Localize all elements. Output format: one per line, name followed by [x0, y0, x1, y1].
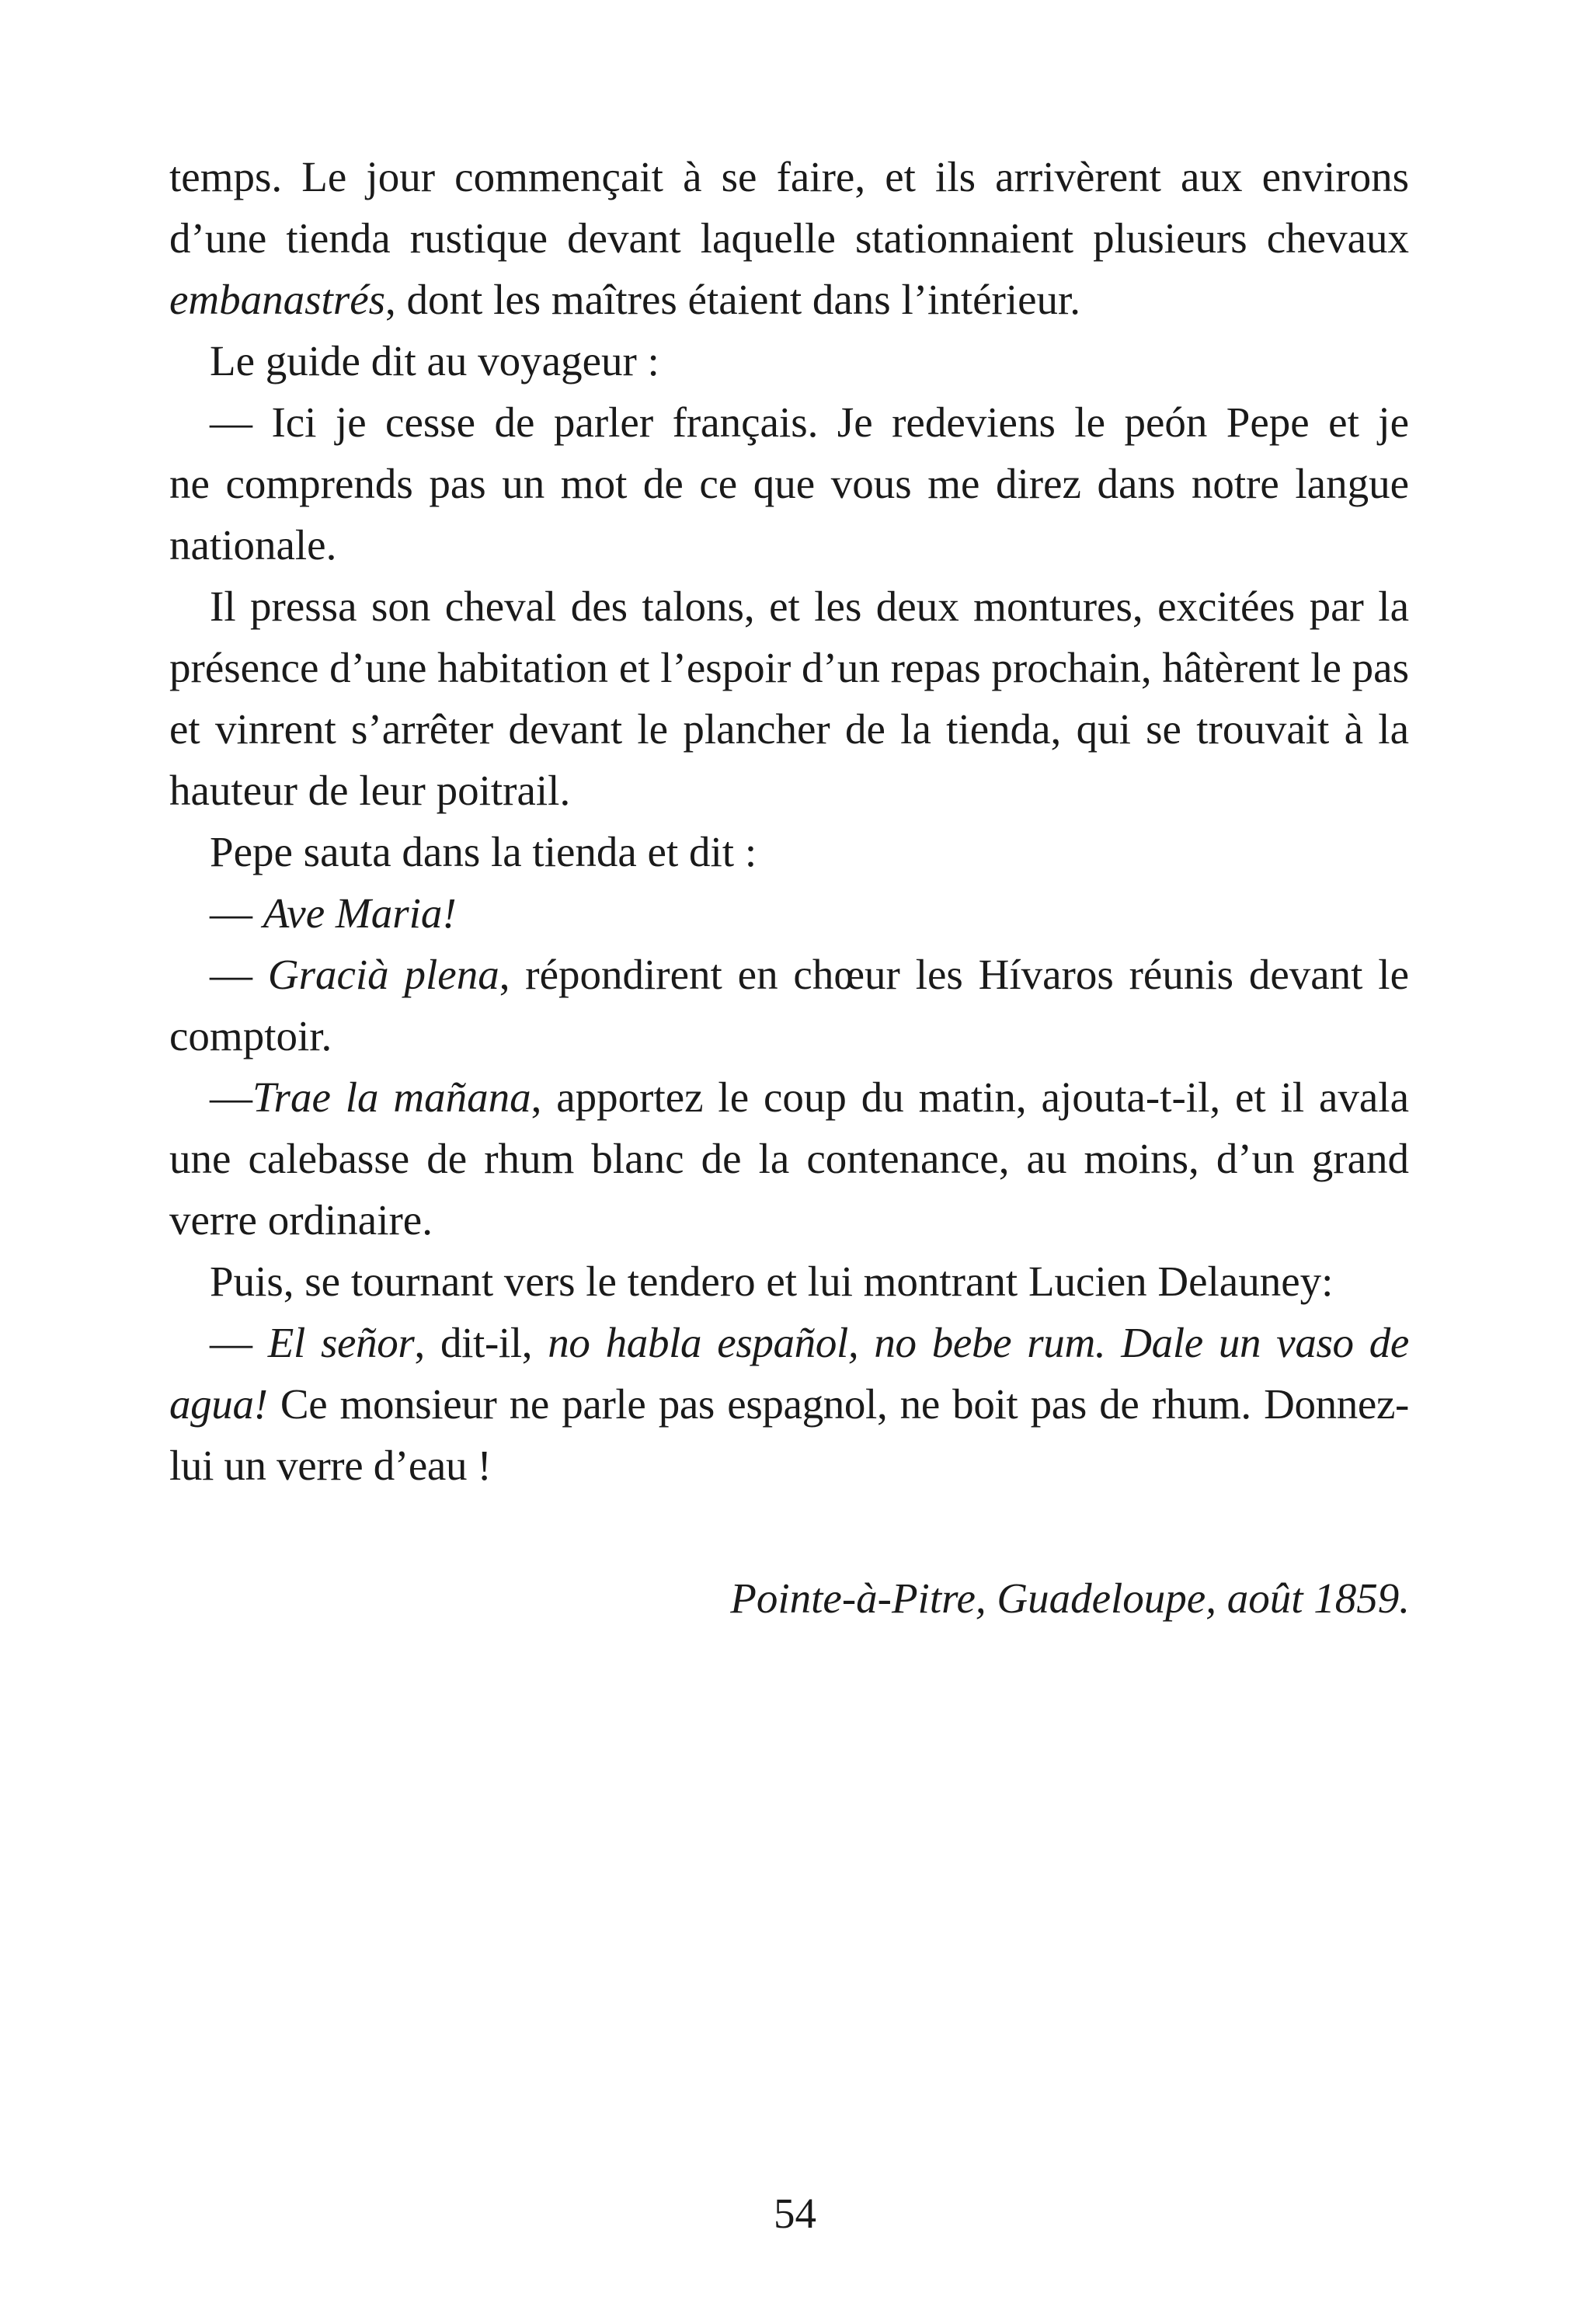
italic-speech: Ave Maria!: [263, 889, 457, 937]
paragraph-text: temps. Le jour commençait à se faire, et ils arrivèrent aux environs d’une tienda rustique devant laquelle stationnaient plusieurs chevaux: [169, 153, 1409, 262]
paragraph: [169, 1251, 1409, 1312]
paragraph-text: , dit-il,: [414, 1319, 548, 1366]
paragraph-text: , apportez le coup du matin, ajouta-t-il, et il avala une calebasse de rhum blanc de la contenance, au moins, d’un grand verre ordinaire.: [169, 1073, 1409, 1244]
paragraph-dialogue: [169, 882, 1409, 944]
paragraph: [169, 330, 1409, 391]
paragraph-text: Il pressa son cheval des talons, et les deux montures, excitées par la présence d’une habitation et l’espoir d’un repas prochain, hâtèrent le pas et vinrent s’arrêter devant le plancher de la tienda, qui se trouvait à la hauteur de leur poitrail.: [169, 583, 1409, 814]
italic-speech: El señor: [267, 1319, 415, 1366]
dialogue-dash: —: [210, 889, 263, 937]
paragraph: [169, 576, 1409, 821]
paragraph-dialogue: [169, 391, 1409, 576]
body-text: [169, 146, 1409, 1496]
paragraph-text: Puis, se tournant vers le tendero et lui montrant Lucien Delauney:: [210, 1258, 1334, 1305]
page-number: 54: [774, 2190, 816, 2237]
dialogue-dash: —: [210, 951, 268, 998]
paragraph: [169, 821, 1409, 882]
paragraph-dialogue: [169, 944, 1409, 1066]
paragraph-text: — Ici je cesse de parler français. Je redeviens le peón Pepe et je ne comprends pas un mot de ce que vous me direz dans notre langue nationale.: [169, 398, 1409, 569]
paragraph-text: , dont les maîtres étaient dans l’intérieur.: [385, 276, 1081, 323]
italic-term: embanastrés: [169, 276, 386, 323]
paragraph-text: , répondirent en chœur les Hívaros réunis devant le comptoir.: [169, 951, 1409, 1059]
italic-speech: no habla español, no bebe rum. Dale un vaso de agua!: [169, 1319, 1409, 1428]
place-date-signature: Pointe-à-Pitre, Guadeloupe, août 1859.: [730, 1574, 1410, 1622]
paragraph-continuation: [169, 146, 1409, 330]
dialogue-dash: —: [210, 1319, 268, 1366]
dialogue-dash: —: [210, 1073, 252, 1121]
italic-speech: Trae la mañana: [252, 1073, 531, 1121]
italic-speech: Gracià plena: [267, 951, 499, 998]
paragraph-text: Le guide dit au voyageur :: [210, 337, 659, 384]
paragraph-text: Pepe sauta dans la tienda et dit :: [210, 828, 757, 875]
paragraph-dialogue: [169, 1066, 1409, 1251]
paragraph-dialogue: [169, 1312, 1409, 1496]
paragraph-text: Ce monsieur ne parle pas espagnol, ne boit pas de rhum. Donnez-lui un verre d’eau !: [169, 1380, 1409, 1489]
